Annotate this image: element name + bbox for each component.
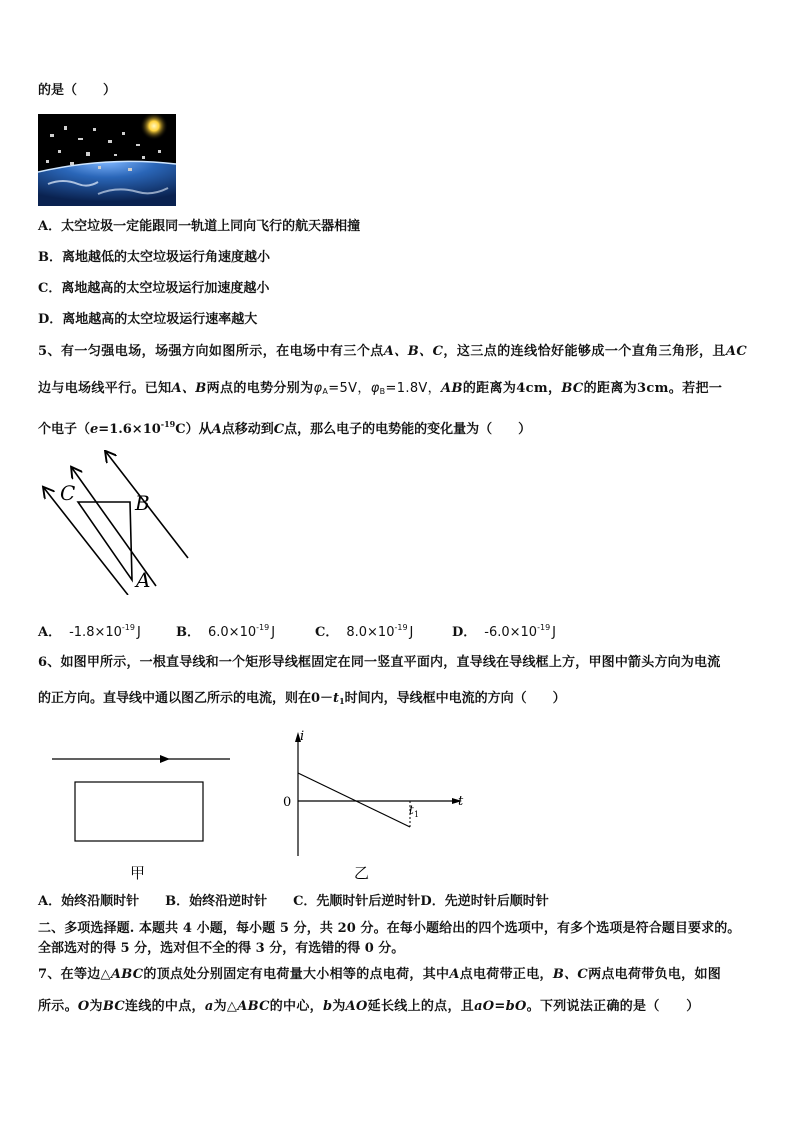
q4-option-d: D．离地越高的太空垃圾运行速率越大 bbox=[38, 312, 258, 327]
label-b: B bbox=[135, 491, 150, 515]
axis-i-label: i bbox=[300, 729, 305, 744]
q7-line1: 7、在等边△ABC的顶点处分别固定有电荷量大小相等的点电荷，其中A点电荷带正电，B、C两点电荷带负电，如图 bbox=[38, 967, 722, 982]
q5-option-b: B． $6.0\times 10^{-19}$ J bbox=[176, 623, 276, 640]
q5-option-d: D． $-6.0\times 10^{-19}$ J bbox=[452, 623, 557, 640]
q7-line2: 所示。O为BC连线的中点，a为△ABC的中心，b为AO延长线上的点，且aO=bO。下列说法正确的是（ ） bbox=[38, 999, 700, 1014]
q5-field-diagram bbox=[38, 450, 198, 595]
origin-label: 0 bbox=[283, 795, 292, 810]
label-a: A bbox=[136, 568, 151, 592]
rectangular-loop bbox=[75, 782, 203, 841]
q6-options: A．始终沿顺时针 B．始终沿逆时针 C．先顺时针后逆时针D．先逆时针后顺时针 bbox=[38, 894, 549, 909]
q4-stem-tail: 的是（ ） bbox=[38, 83, 117, 98]
q6-line2: 的正方向。直导线中通以图乙所示的电流，则在$0-t_1$时间内，导线框中电流的方向（ ） bbox=[38, 691, 566, 706]
t1-label-sub: 1 bbox=[414, 810, 420, 819]
q6-figure-yi bbox=[280, 726, 470, 886]
q6-line1: 6、如图甲所示，一根直导线和一个矩形导线框固定在同一竖直平面内，直导线在导线框上方，甲图中箭头方向为电流 bbox=[38, 655, 721, 670]
section2-line1: 二、多项选择题. 本题共 4 小题，每小题 5 分，共 20 分。在每小题给出的四个选项中，有多个选项是符合题目要求的。 bbox=[38, 921, 741, 936]
label-c: C bbox=[60, 481, 76, 505]
t1-label: t bbox=[409, 803, 414, 817]
current-arrow-icon bbox=[160, 755, 170, 763]
fig-jia-label: 甲 bbox=[130, 864, 146, 882]
q4-option-c: C．离地越高的太空垃圾运行加速度越小 bbox=[38, 281, 270, 296]
section2-line2: 全部选对的得 5 分，选对但不全的得 3 分，有选错的得 0 分。 bbox=[38, 941, 405, 956]
q5-option-c: C． $8.0\times 10^{-19}$ J bbox=[315, 623, 414, 640]
q6-figure-jia bbox=[50, 726, 240, 886]
q4-option-a: A．太空垃圾一定能跟同一轨道上同向飞行的航天器相撞 bbox=[38, 219, 361, 234]
q5-option-a: A． $-1.8\times 10^{-19}$ J bbox=[38, 623, 141, 640]
fig-yi-label: 乙 bbox=[354, 864, 370, 882]
current-line bbox=[298, 773, 410, 827]
axis-t-label: t bbox=[458, 794, 464, 809]
q5-line3: 个电子$(e=1.6\times 10^{-19}C)$从A点移动到C点，那么电子的电势能的变化量为（ ） bbox=[38, 419, 532, 437]
q5-line1: 5、有一匀强电场，场强方向如图所示，在电场中有三个点A、B、C，这三点的连线恰好能够成一个直角三角形，且AC bbox=[38, 344, 748, 359]
q4-option-b: B．离地越低的太空垃圾运行角速度越小 bbox=[38, 250, 270, 265]
field-lines bbox=[44, 452, 188, 595]
q5-line2: 边与电场线平行。已知A、B两点的电势分别为$\varphi_A=5V$，$\varphi_B=1.8V$，AB的距离为4cm，BC的距离为3cm。若把一 bbox=[38, 381, 723, 396]
space-debris-photo bbox=[38, 114, 176, 206]
